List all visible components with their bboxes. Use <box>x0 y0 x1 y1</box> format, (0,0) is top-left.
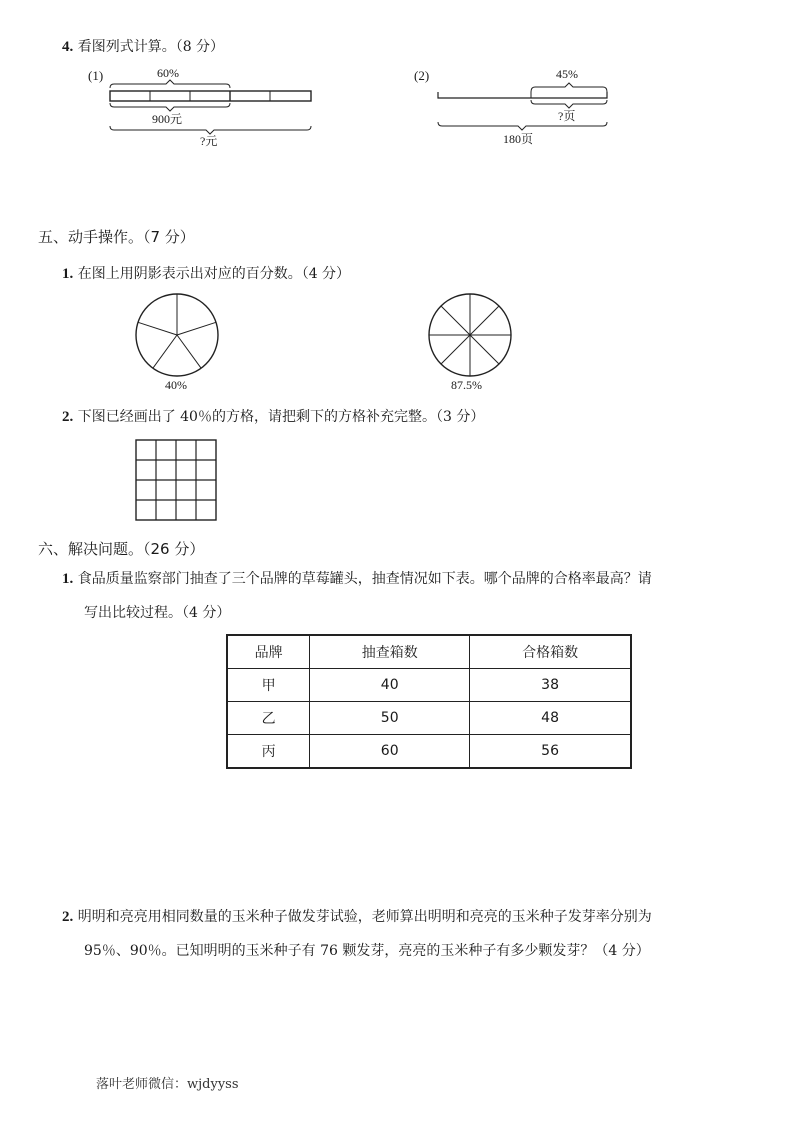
question-line-1: 明明和亮亮用相同数量的玉米种子做发芽试验，老师算出明明和亮亮的玉米种子发芽率分别为 <box>77 909 652 925</box>
table-header: 抽查箱数 <box>310 635 470 669</box>
question-number: 4. <box>62 39 74 55</box>
question-line-1: 食品质量监察部门抽查了三个品牌的草莓罐头，抽查情况如下表。哪个品牌的合格率最高？请 <box>77 571 652 587</box>
section6-question-2-text <box>62 900 652 968</box>
part1-middle-label: 900元 <box>152 112 183 126</box>
part2-label: (2) <box>414 68 430 83</box>
brand-inspection-table <box>226 634 632 769</box>
table-cell: 48 <box>470 702 631 735</box>
question-number: 2. <box>62 909 74 925</box>
square-grid <box>0 0 793 530</box>
table-cell: 40 <box>310 669 470 702</box>
table-header: 品牌 <box>227 635 310 669</box>
question-title: 看图列式计算。（8 分） <box>77 39 225 55</box>
part2-middle-label: ?页 <box>558 109 576 123</box>
part1-label: (1) <box>88 68 104 83</box>
table-cell: 56 <box>470 735 631 769</box>
table-cell: 乙 <box>227 702 310 735</box>
circle2-label: 87.5% <box>451 378 482 392</box>
section6-question-1-text <box>62 562 652 630</box>
question-number: 1. <box>62 571 74 587</box>
part1-top-label: 60% <box>157 66 179 80</box>
section-5-title: 五、动手操作。（7 分） <box>38 228 195 246</box>
table-row <box>227 735 631 769</box>
table-header: 合格箱数 <box>470 635 631 669</box>
footer-contact: 落叶老师微信：wjdyyss <box>96 1077 239 1092</box>
table-cell: 38 <box>470 669 631 702</box>
table-cell: 丙 <box>227 735 310 769</box>
table-header-row <box>227 635 631 669</box>
question-line-2: 写出比较过程。（4 分） <box>84 605 231 621</box>
section-6-title: 六、解决问题。（26 分） <box>38 540 205 558</box>
table-row <box>227 669 631 702</box>
question-title: 在图上用阴影表示出对应的百分数。（4 分） <box>77 266 351 282</box>
question-title: 下图已经画出了 40％的方格，请把剩下的方格补充完整。（3 分） <box>77 409 485 425</box>
part2-top-label: 45% <box>556 67 578 81</box>
table-row <box>227 702 631 735</box>
part2-bottom-label: 180页 <box>503 132 534 146</box>
table-cell: 50 <box>310 702 470 735</box>
table-cell: 甲 <box>227 669 310 702</box>
table-cell: 60 <box>310 735 470 769</box>
circle1-label: 40% <box>165 378 187 392</box>
question-number: 2. <box>62 409 74 425</box>
part1-bottom-label: ?元 <box>200 134 218 148</box>
question-line-2: 95％、90％。已知明明的玉米种子有 76 颗发芽，亮亮的玉米种子有多少颗发芽？（4 分） <box>84 943 650 959</box>
question-number: 1. <box>62 266 74 282</box>
